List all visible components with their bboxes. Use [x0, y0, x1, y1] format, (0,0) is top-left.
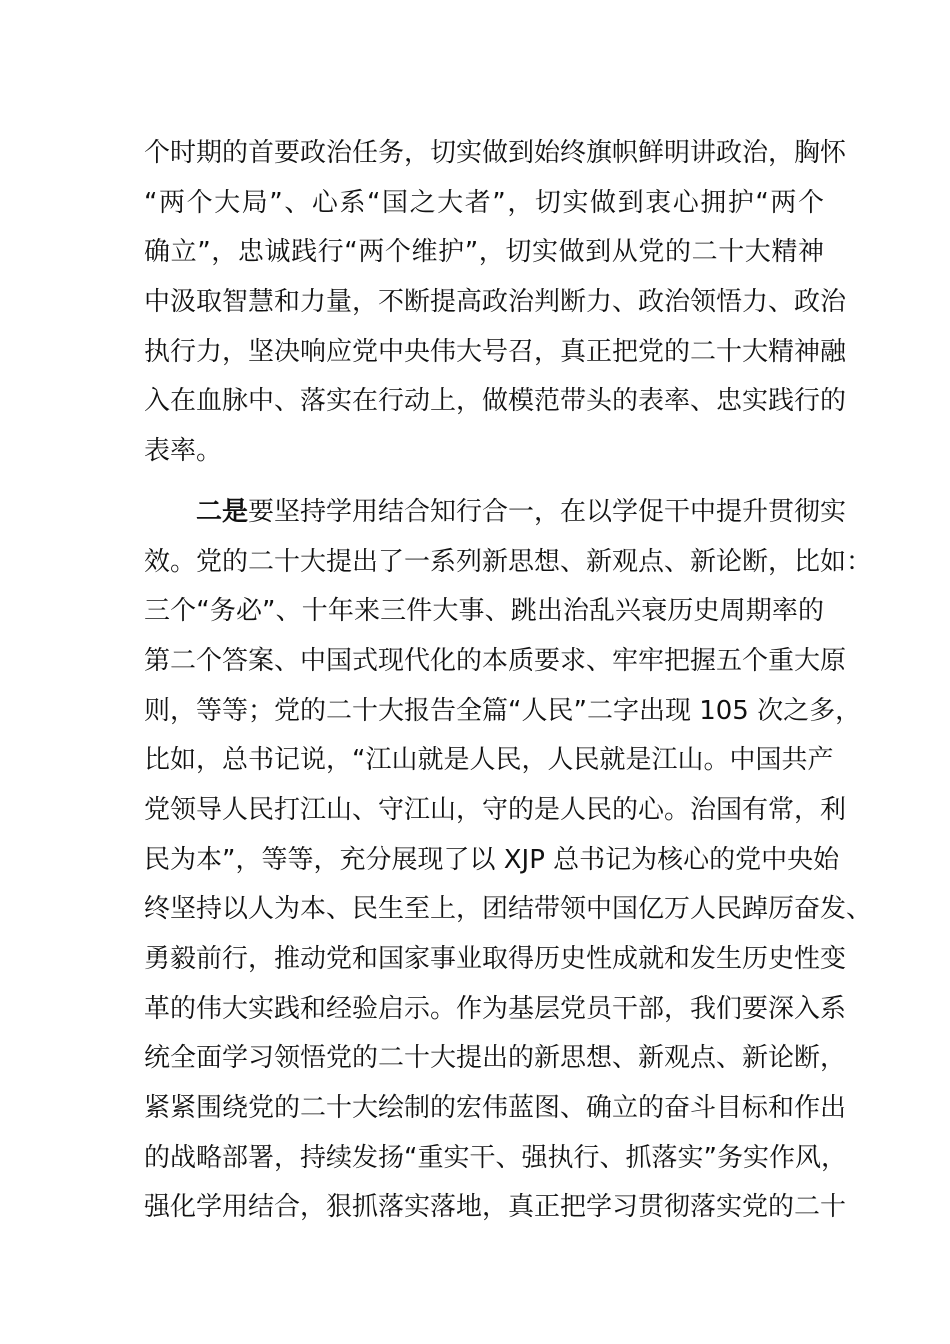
text-line: 民为本”，等等，充分展现了以 XJP 总书记为核心的党中央始	[144, 844, 840, 875]
text-line: 革的伟大实践和经验启示。作为基层党员干部，我们要深入系	[144, 993, 847, 1024]
text-line: 三个“务必”、十年来三件大事、跳出治乱兴衰历史周期率的	[144, 596, 824, 627]
text-line: 终坚持以人为本、民生至上，团结带领中国亿万人民踔厉奋发、	[144, 894, 873, 925]
text-line: 入在血脉中、落实在行动上，做模范带头的表率、忠实践行的	[144, 386, 847, 417]
text-line: 个时期的首要政治任务，切实做到始终旗帜鲜明讲政治，胸怀	[144, 138, 847, 168]
paragraph-2	[144, 488, 873, 1233]
text-line: 勇毅前行，推动党和国家事业取得历史性成就和发生历史性变	[144, 944, 847, 974]
text-line: 党领导人民打江山、守江山，守的是人民的心。治国有常，利	[144, 794, 847, 825]
text-line: 效。党的二十大提出了一系列新思想、新观点、新论断，比如：	[144, 546, 873, 577]
paragraph-lead-bold: 二是	[196, 496, 249, 527]
text-line: 执行力，坚决响应党中央伟大号召，真正把党的二十大精神融	[144, 336, 847, 367]
paragraph-1	[144, 129, 847, 477]
text-line: 中汲取智慧和力量，不断提高政治判断力、政治领悟力、政治	[144, 287, 847, 318]
text-line: 紧紧围绕党的二十大绘制的宏伟蓝图、确立的奋斗目标和作出	[144, 1093, 847, 1124]
text-line: 比如，总书记说，“江山就是人民，人民就是江山。中国共产	[144, 745, 834, 776]
text-line: 确立”，忠诚践行“两个维护”，切实做到从党的二十大精神	[144, 237, 824, 268]
text-line: 则，等等；党的二十大报告全篇“人民”二字出现 105 次之多，	[144, 695, 862, 726]
text-span: 要坚持学用结合知行合一，在以学促干中提升贯彻实	[248, 496, 847, 527]
text-line: 第二个答案、中国式现代化的本质要求、牢牢把握五个重大原	[144, 645, 847, 676]
text-line: 的战略部署，持续发扬“重实干、强执行、抓落实”务实作风，	[144, 1142, 847, 1173]
text-line: 统全面学习领悟党的二十大提出的新思想、新观点、新论断，	[144, 1043, 847, 1074]
body-text	[144, 129, 873, 1233]
text-line: “两个大局”、心系“国之大者”，切实做到衷心拥护“两个	[144, 187, 824, 218]
paragraph-spacing	[144, 477, 824, 488]
text-line: 强化学用结合，狠抓落实落地，真正把学习贯彻落实党的二十	[144, 1192, 847, 1223]
text-line-first	[144, 488, 847, 538]
text-line: 表率。	[144, 436, 223, 467]
